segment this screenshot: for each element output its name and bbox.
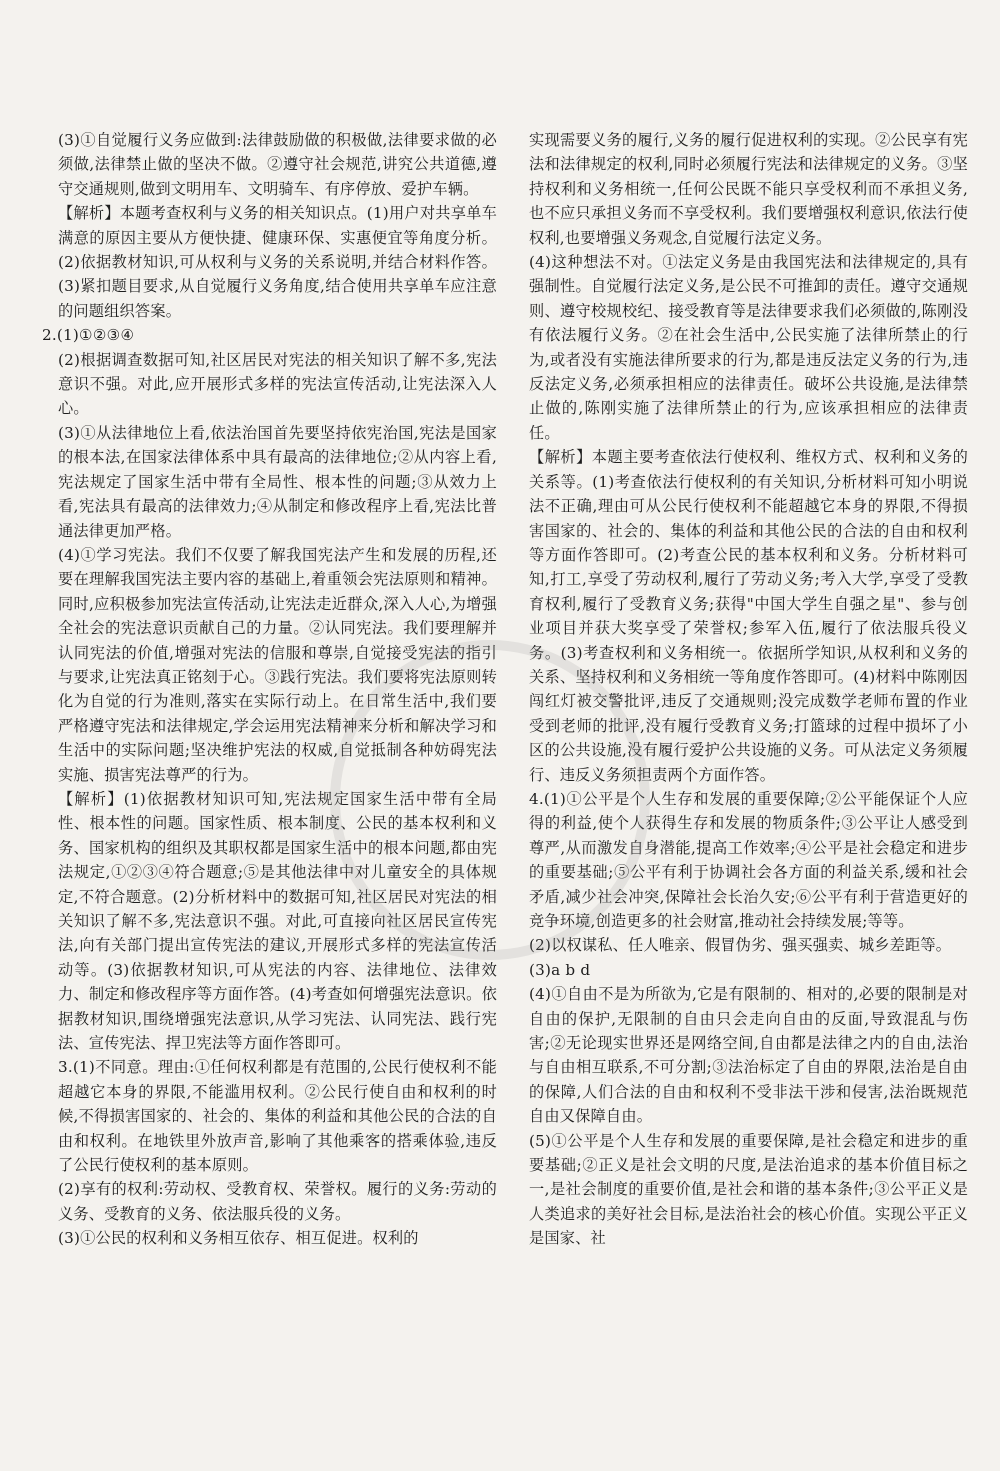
left-paragraph-0: (3)①自觉履行义务应做到:法律鼓励做的积极做,法律要求做的必须做,法律禁止做的坚决不做。②遵守社会规范,讲究公共道德,遵守交通规则,做到文明用车、文明骑车、有序停放、爱护车辆。 (58, 131, 497, 198)
left-paragraph-3: (2)根据调查数据可知,社区居民对宪法的相关知识了解不多,宪法意识不强。对此,应开展形式多样的宪法宣传活动,让宪法深入人心。 (58, 350, 497, 418)
left-paragraph-1: 【解析】本题考查权利与义务的相关知识点。(1)用户对共享单车满意的原因主要从方便快捷、健康环保、实惠便宜等角度分析。(2)依据教材知识,可从权利与义务的关系说明,并结合材料作答。(3)紧扣题目要求,从自觉履行义务角度,结合使用共享单车应注意的问题组织答案。 (58, 204, 497, 320)
left-column (42, 128, 497, 1251)
left-paragraph-4: (3)①从法律地位上看,依法治国首先要坚持依宪治国,宪法是国家的根本法,在国家法律体系中具有最高的法律地位;②从内容上看,宪法规定了国家生活中带有全局性、根本性的问题;③从效力上看,宪法具有最高的法律效力;④从制定和修改程序上看,宪法比普通法律更加严格。 (58, 423, 497, 540)
right-paragraph-2: 【解析】本题主要考查依法行使权利、维权方式、权利和义务的关系等。(1)考查依法行使权利的有关知识,分析材料可知小明说法不正确,理由可从公民行使权利不能超越它本身的界限,不得损害国家的、社会的、集体的利益和其他公民的合法的自由和权利等方面作答即可。(2)考查公民的基本权利和义务。分析材料可知,打工,享受了劳动权利,履行了劳动义务;考入大学,享受了受教育权利,履行了受教育义务;获得"中国大学生自强之星"、参与创业项目并获大奖享受了荣誉权;参军入伍,履行了依法服兵役义务。(3)考查权利和义务相统一。依据所学知识,从权利和义务的关系、坚持权利和义务相统一等角度作答即可。(4)材料中陈刚因闯红灯被交警批评,违反了交通规则;没完成数学老师布置的作业受到老师的批评,没有履行受教育义务;打篮球的过程中损坏了小区的公共设施,没有履行爱护公共设施的义务。可从法定义务须履行、违反义务须担责两个方面作答。 (529, 448, 968, 784)
left-paragraph-5: (4)①学习宪法。我们不仅要了解我国宪法产生和发展的历程,还要在理解我国宪法主要内容的基础上,着重领会宪法原则和精神。同时,应积极参加宪法宣传活动,让宪法走近群众,深入人心,为增强全社会的宪法意识贡献自己的力量。②认同宪法。我们要理解并认同宪法的价值,增强对宪法的信服和尊崇,自觉接受宪法的指引与要求,让宪法真正铭刻于心。③践行宪法。我们要将宪法原则转化为自觉的行为准则,落实在实际行动上。在日常生活中,我们要严格遵守宪法和法律规定,学会运用宪法精神来分析和解决学习和生活中的实际问题;坚决维护宪法的权威,自觉抵制各种妨碍宪法实施、损害宪法尊严的行为。 (58, 545, 497, 784)
right-paragraph-3: 4.(1)①公平是个人生存和发展的重要保障;②公平能保证个人应得的利益,使个人获得生存和发展的物质条件;③公平让人感受到尊严,从而激发自身潜能,提高工作效率;④公平是社会稳定和进步的重要基础;⑤公平有利于协调社会各方面的利益关系,缓和社会矛盾,减少社会冲突,保障社会长治久安;⑥公平有利于营造更好的竞争环境,创造更多的社会财富,推动社会持续发展;等等。 (529, 789, 968, 930)
right-paragraph-7: (5)①公平是个人生存和发展的重要保障,是社会稳定和进步的重要基础;②正义是社会文明的尺度,是法治追求的基本价值目标之一,是社会制度的重要价值,是社会和谐的基本条件;③公平正义是人类追求的美好社会目标,是法治社会的核心价值。实现公平正义是国家、社 (529, 1131, 968, 1248)
right-paragraph-1: (4)这种想法不对。①法定义务是由我国宪法和法律规定的,具有强制性。自觉履行法定义务,是公民不可推卸的责任。遵守交通规则、遵守校规校纪、接受教育等是法律要求我们必须做的,陈刚没有依法履行义务。②在社会生活中,公民实施了法律所禁止的行为,或者没有实施法律所要求的行为,都是违反法定义务的行为,违反法定义务,必须承担相应的法律责任。破坏公共设施,是法律禁止做的,陈刚实施了法律所禁止的行为,应该承担相应的法律责任。 (529, 253, 968, 442)
left-paragraph-7: 3.(1)不同意。理由:①任何权利都是有范围的,公民行使权利不能超越它本身的界限,不能滥用权利。②公民行使自由和权利的时候,不得损害国家的、社会的、集体的利益和其他公民的合法的自由和权利。在地铁里外放声音,影响了其他乘客的搭乘体验,违反了公民行使权利的基本原则。 (58, 1058, 497, 1175)
right-paragraph-0: 实现需要义务的履行,义务的履行促进权利的实现。②公民享有宪法和法律规定的权利,同时必须履行宪法和法律规定的义务。③坚持权利和义务相统一,任何公民既不能只享受权利而不承担义务,也不应只承担义务而不享受权利。我们要增强权利意识,依法行使权利,也要增强义务观念,自觉履行法定义务。 (529, 131, 968, 247)
right-column (513, 128, 968, 1251)
right-paragraph-4: (2)以权谋私、任人唯亲、假冒伪劣、强买强卖、城乡差距等。 (529, 936, 952, 955)
left-paragraph-2: 2.(1)①②③④ (42, 326, 135, 345)
left-paragraph-8: (2)享有的权利:劳动权、受教育权、荣誉权。履行的义务:劳动的义务、受教育的义务、依法服兵役的义务。 (58, 1180, 497, 1223)
right-paragraph-6: (4)①自由不是为所欲为,它是有限制的、相对的,必要的限制是对自由的保护,无限制的自由只会走向自由的反面,导致混乱与伤害;②无论现实世界还是网络空间,自由都是法律之内的自由,法治与自由相互联系,不可分割;③法治标定了自由的界限,法治是自由的保障,人们合法的自由和权利不受非法干涉和侵害,法治既规范自由又保障自由。 (529, 985, 968, 1126)
left-paragraph-9: (3)①公民的权利和义务相互依存、相互促进。权利的 (58, 1229, 419, 1248)
right-paragraph-5: (3)a b d (529, 960, 591, 979)
left-paragraph-6: 【解析】(1)依据教材知识可知,宪法规定国家生活中带有全局性、根本性的问题。国家性质、根本制度、公民的基本权利和义务、国家机构的组织及其职权都是国家生活中的根本问题,都由宪法规定,①②③④符合题意;⑤是其他法律中对儿童安全的具体规定,不符合题意。(2)分析材料中的数据可知,社区居民对宪法的相关知识了解不多,宪法意识不强。对此,可直接向社区居民宣传宪法,向有关部门提出宣传宪法的建议,开展形式多样的宪法宣传活动等。(3)依据教材知识,可从宪法的内容、法律地位、法律效力、制定和修改程序等方面作答。(4)考查如何增强宪法意识。依据教材知识,围绕增强宪法意识,从学习宪法、认同宪法、践行宪法、宣传宪法、捍卫宪法等方面作答即可。 (58, 789, 497, 1053)
